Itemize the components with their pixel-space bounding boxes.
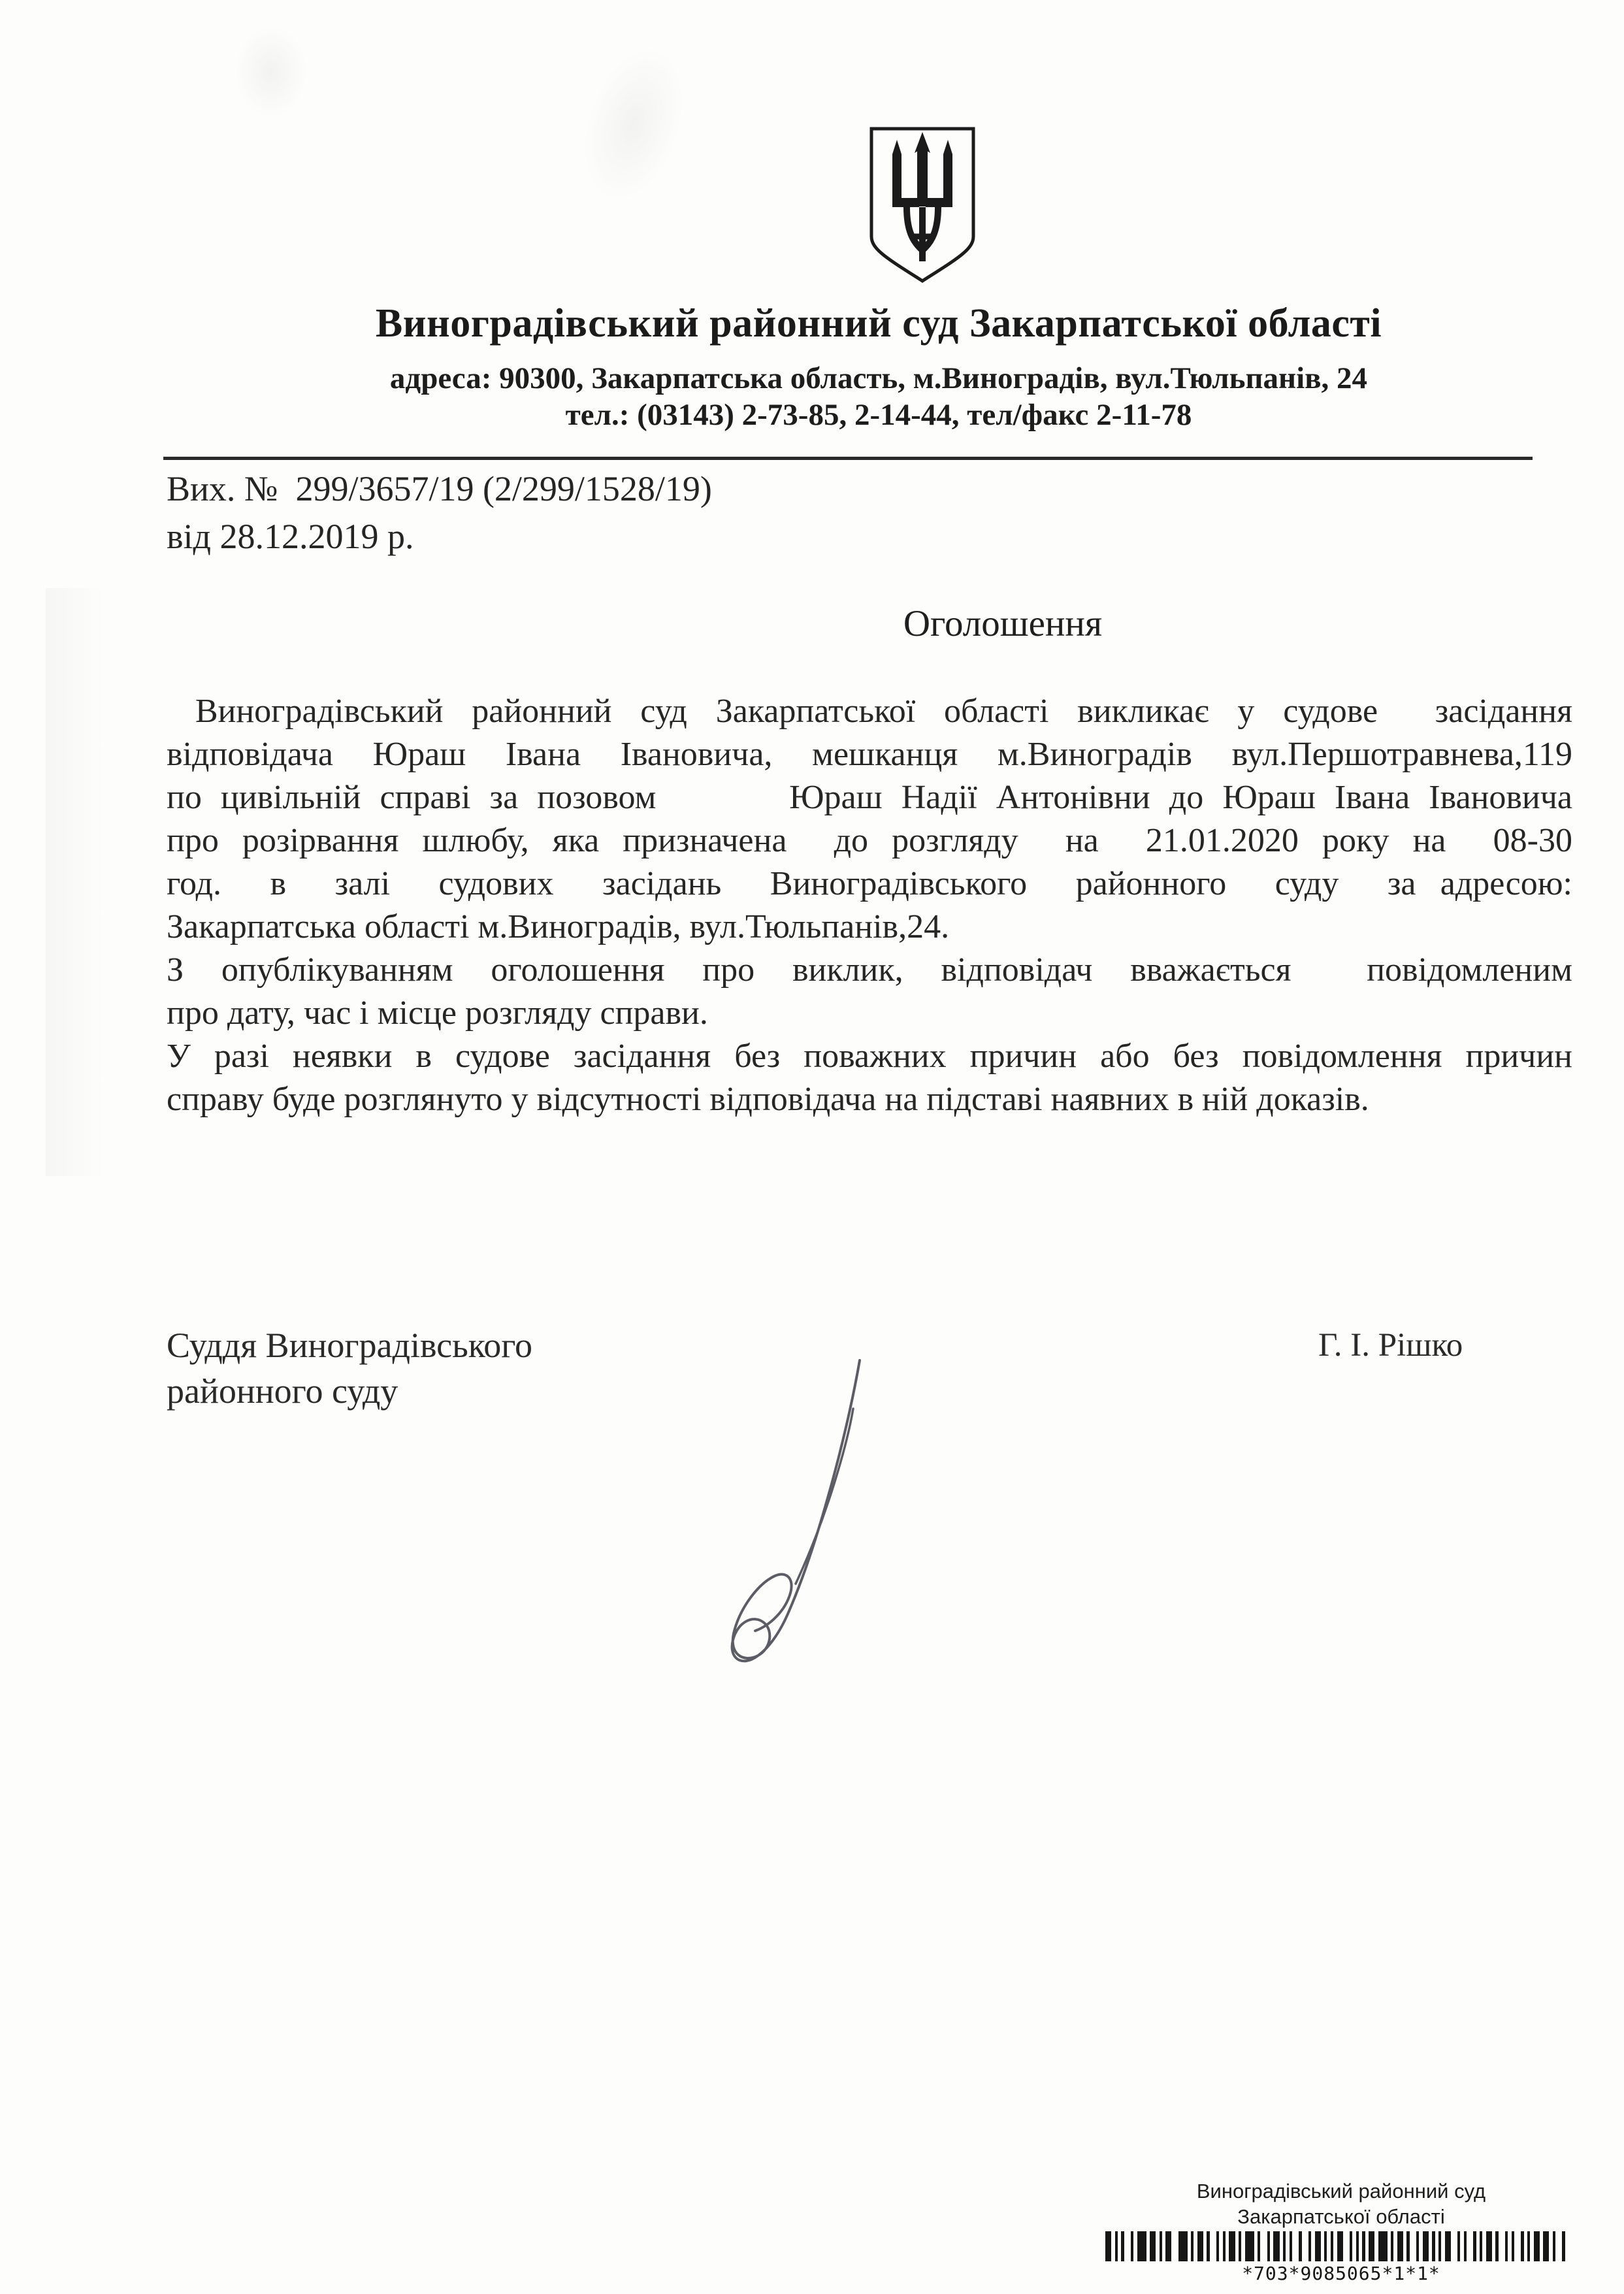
scan-smudge [46,588,105,1176]
court-address-line: адреса: 90300, Закарпатська область, м.Виноградів, вул.Тюльпанів, 24 [389,361,1368,395]
body-line: по цивільній справі за позовом Юраш Надії Антонівни до Юраш Івана Івановича [167,779,1572,816]
document-title: Оголошення [903,603,1103,644]
ukraine-trident-emblem [867,124,978,287]
body-line: про розірвання шлюбу, яка призначена до розгляду на 21.01.2020 року на 08-30 [167,822,1572,859]
document-date: від 28.12.2019 р. [167,517,414,556]
judge-position-line1: Суддя Виноградівського [167,1326,533,1365]
scan-smudge [235,26,307,118]
stamp-court-name: Виноградівський районний суд [1196,2180,1486,2203]
court-name-heading: Виноградівський районний суд Закарпатської області [375,301,1382,346]
barcode [1105,2231,1572,2261]
body-line: Виноградівський районний суд Закарпатської області викликає у судове засідання [167,693,1572,730]
announcement-body [167,690,1572,1121]
body-line: У разі неявки в судове засідання без поважних причин або без повідомлення причин [167,1038,1572,1075]
barcode-number: *703*9085065*1*1* [1242,2263,1440,2284]
outgoing-ref-number: Вих. № 299/3657/19 (2/299/1528/19) [167,469,712,508]
body-line: справу буде розглянуто у відсутності відповідача на підставі наявних в ній доказів. [167,1081,1369,1118]
judge-position-line2: районного суду [167,1371,398,1411]
scan-smudge [566,35,701,213]
body-line: З опублікуванням оголошення про виклик, відповідач вважається повідомленим [167,951,1572,989]
body-line: про дату, час і місце розгляду справи. [167,994,708,1032]
stamp-region: Закарпатської області [1237,2205,1445,2228]
judge-signature-scribble [698,1351,881,1678]
judge-name: Г. І. Рішко [1318,1327,1463,1364]
body-line: год. в залі судових засідань Виноградівського районного суду за адресою: [167,865,1572,902]
body-line: відповідача Юраш Івана Івановича, мешканця м.Виноградів вул.Першотравнева,119 [167,736,1572,773]
header-divider-line [163,457,1533,460]
court-registry-stamp [1105,2178,1577,2285]
body-line: Закарпатська області м.Виноградів, вул.Тюльпанів,24. [167,908,950,945]
court-phone-line: тел.: (03143) 2-73-85, 2-14-44, тел/факс 2-11-78 [565,398,1192,432]
